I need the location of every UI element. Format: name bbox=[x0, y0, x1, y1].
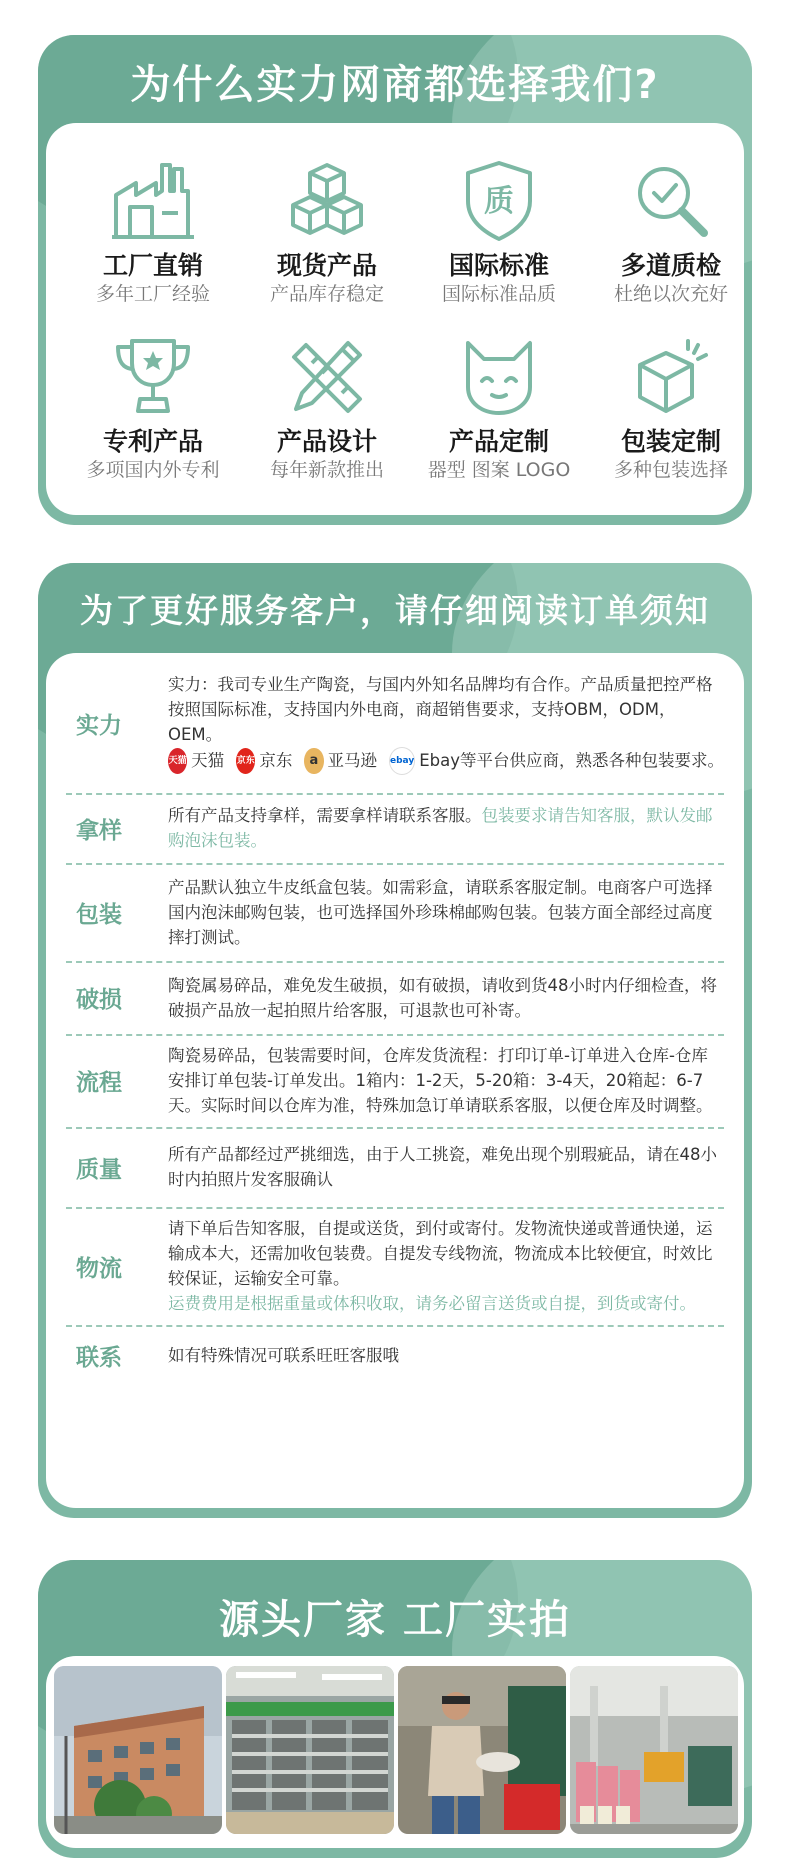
feature-title: 工厂直销 bbox=[102, 251, 203, 280]
magnifier-check-icon bbox=[628, 161, 714, 241]
notice-text: 陶瓷易碎品，包装需要时间，仓库发货流程：打印订单-订单进入仓库-仓库安排订单包装-订单发出。1箱内：1-2天，5-20箱：3-4天，20箱起：6-7天。实际时间以仓库为准，特殊加急订单请联系客服，以便仓库及时调整。 bbox=[168, 1046, 713, 1115]
feature-international-standard bbox=[412, 161, 586, 307]
feature-subtitle: 多项国内外专利 bbox=[86, 459, 220, 481]
feature-title: 包装定制 bbox=[620, 427, 721, 456]
feature-subtitle: 多种包装选择 bbox=[613, 459, 728, 481]
notice-row-process bbox=[66, 1034, 724, 1129]
features-panel bbox=[46, 123, 744, 515]
package-box-icon bbox=[628, 337, 714, 417]
feature-factory-direct bbox=[66, 161, 240, 307]
notice-text: 所有产品都经过严挑细选，由于人工挑瓷，难免出现个别瑕疵品，请在48小时内拍照片发客服确认 bbox=[168, 1145, 717, 1189]
factory-building-photo bbox=[54, 1666, 222, 1834]
platform-suffix: 等平台供应商，熟悉各种包装要求。 bbox=[460, 751, 725, 770]
notice-highlight: 运费费用是根据重量或体积收取，请务必留言送货或自提，到货或寄付。 bbox=[168, 1294, 696, 1313]
notice-label: 拿样 bbox=[76, 817, 122, 844]
feature-title: 产品设计 bbox=[276, 427, 377, 456]
platform-name: Ebay bbox=[419, 751, 461, 770]
why-choose-us-card bbox=[38, 35, 752, 525]
feature-patent bbox=[66, 337, 240, 483]
notice-label: 质量 bbox=[76, 1156, 122, 1183]
factory-icon bbox=[110, 161, 196, 241]
feature-design bbox=[240, 337, 414, 483]
notice-text: 所有产品支持拿样，需要拿样请联系客服。 bbox=[168, 806, 482, 825]
notice-label: 物流 bbox=[76, 1255, 122, 1282]
boxes-icon bbox=[284, 161, 370, 241]
notice-label: 实力 bbox=[76, 712, 122, 739]
notice-text: 如有特殊情况可联系旺旺客服哦 bbox=[168, 1345, 399, 1365]
feature-customization bbox=[412, 337, 586, 483]
photos-panel bbox=[46, 1656, 744, 1848]
platform-list bbox=[168, 747, 724, 775]
tmall-icon: 天猫 bbox=[168, 748, 187, 774]
ruler-pencil-icon bbox=[284, 337, 370, 417]
trophy-icon bbox=[110, 337, 196, 417]
notice-text: 请下单后告知客服，自提或送货，到付或寄付。发物流快递或普通快递，运输成本大，还需加收包装费。自提发专线物流，物流成本比较便宜，时效比较保证，运输安全可靠。 bbox=[168, 1219, 713, 1288]
feature-subtitle: 杜绝以次充好 bbox=[613, 283, 728, 305]
notice-label: 流程 bbox=[76, 1070, 122, 1096]
amazon-icon: a bbox=[304, 748, 323, 774]
feature-multi-inspection bbox=[584, 161, 752, 307]
factory-photos-card bbox=[38, 1560, 752, 1858]
warehouse-shelves-photo bbox=[226, 1666, 394, 1834]
platform-name: 亚马逊 bbox=[327, 751, 378, 770]
feature-subtitle: 产品库存稳定 bbox=[269, 283, 384, 305]
feature-title: 国际标准 bbox=[448, 251, 549, 280]
feature-title: 专利产品 bbox=[102, 427, 203, 456]
notice-row-strength bbox=[66, 653, 724, 795]
notice-row-quality bbox=[66, 1127, 724, 1209]
platform-name: 京东 bbox=[259, 751, 293, 770]
feature-subtitle: 国际标准品质 bbox=[441, 283, 556, 305]
feature-subtitle: 多年工厂经验 bbox=[95, 283, 210, 305]
notice-text: 产品默认独立牛皮纸盒包装。如需彩盒，请联系客服定制。电商客户可选择国内泡沫邮购包装，也可选择国外珍珠棉邮购包装。包装方面全部经过高度摔打测试。 bbox=[168, 877, 713, 947]
order-notice-title: 为了更好服务客户，请仔细阅读订单须知 bbox=[80, 591, 710, 630]
cat-face-icon bbox=[456, 337, 542, 417]
notice-highlight: 包装要求请告知客服，默认发邮购泡沫包装。 bbox=[168, 806, 713, 850]
quality-shield-icon bbox=[456, 161, 542, 241]
notice-text: 实力：我司专业生产陶瓷，与国内外知名品牌均有合作。产品质量把控严格 bbox=[168, 674, 713, 694]
notice-row-packaging bbox=[66, 863, 724, 963]
ebay-icon: ebay bbox=[389, 747, 415, 775]
feature-title: 产品定制 bbox=[448, 427, 549, 456]
jd-icon: 京东 bbox=[236, 748, 255, 774]
feature-subtitle: 器型 图案 LOGO bbox=[427, 459, 571, 481]
notice-text: 按照国际标准，支持国内外电商，商超销售要求，支持OBM，ODM，OEM。 bbox=[168, 699, 676, 744]
notice-label: 联系 bbox=[76, 1344, 122, 1371]
feature-subtitle: 每年新款推出 bbox=[269, 459, 384, 481]
worker-pottery-photo bbox=[398, 1666, 566, 1834]
platform-name: 天猫 bbox=[191, 751, 225, 770]
quality-shield-label: 质 bbox=[484, 184, 514, 219]
why-choose-us-title: 为什么实力网商都选择我们? bbox=[130, 62, 660, 108]
notice-label: 包装 bbox=[76, 901, 122, 928]
order-notice-card bbox=[38, 563, 752, 1518]
notice-text: 陶瓷属易碎品，难免发生破损，如有破损，请收到货48小时内仔细检查，将破损产品放一起拍照片给客服，可退款也可补寄。 bbox=[168, 975, 717, 1020]
feature-packaging bbox=[584, 337, 752, 483]
factory-photos-title: 源头厂家 工厂实拍 bbox=[219, 1597, 571, 1643]
notice-label: 破损 bbox=[76, 987, 122, 1013]
feature-in-stock bbox=[240, 161, 414, 307]
notice-row-damage bbox=[66, 961, 724, 1036]
notice-row-logistics bbox=[66, 1207, 724, 1327]
order-notice-panel bbox=[46, 653, 744, 1508]
notice-row-sample bbox=[66, 793, 724, 865]
warehouse-stock-photo bbox=[570, 1666, 738, 1834]
feature-title: 多道质检 bbox=[620, 251, 721, 280]
notice-row-contact bbox=[66, 1325, 724, 1385]
feature-title: 现货产品 bbox=[276, 251, 377, 280]
